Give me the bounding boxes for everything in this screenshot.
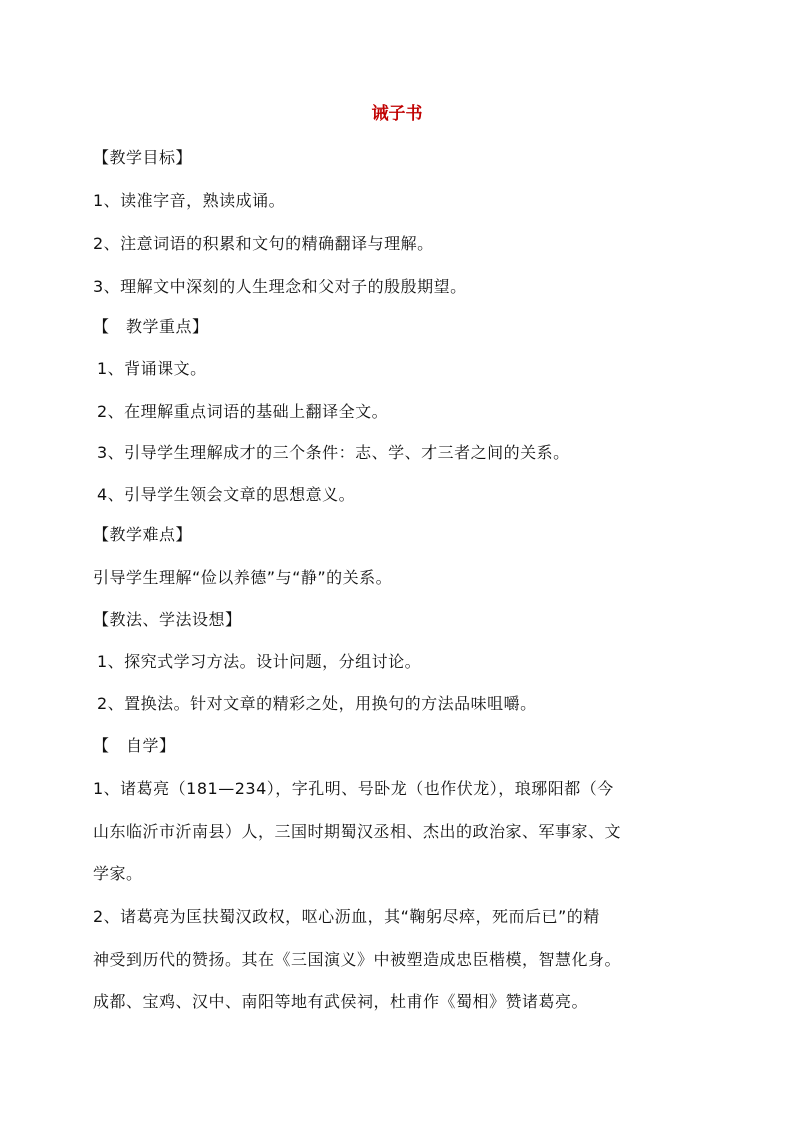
self-study-line: 1、诸葛亮（181—234），字孔明、号卧龙（也作伏龙），琅琊阳都（今 [93, 779, 614, 798]
page-title: 诫子书 [371, 104, 423, 124]
section-heading-self-study: 【 自学】 [93, 736, 176, 755]
section-heading-key: 【 教学重点】 [93, 317, 209, 336]
key-item: 2、在理解重点词语的基础上翻译全文。 [97, 402, 389, 421]
difficulty-text: 引导学生理解“俭以养德”与“静”的关系。 [93, 568, 393, 587]
self-study-line: 神受到历代的赞扬。其在《三国演义》中被塑造成忠臣楷模，智慧化身。 [93, 950, 622, 969]
self-study-line: 学家。 [93, 864, 143, 883]
section-heading-difficulty: 【教学难点】 [93, 525, 193, 544]
self-study-line: 2、诸葛亮为匡扶蜀汉政权，呕心沥血，其“鞠躬尽瘁，死而后已”的精 [93, 907, 600, 926]
goal-item: 2、注意词语的积累和文句的精确翻译与理解。 [93, 234, 434, 253]
method-item: 2、置换法。针对文章的精彩之处，用换句的方法品味咀嚼。 [97, 694, 537, 713]
key-item: 4、引导学生领会文章的思想意义。 [97, 485, 356, 504]
self-study-line: 成都、宝鸡、汉中、南阳等地有武侯祠，杜甫作《蜀相》赞诸葛亮。 [93, 992, 589, 1011]
section-heading-goals: 【教学目标】 [93, 148, 193, 167]
method-item: 1、探究式学习方法。设计问题，分组讨论。 [97, 652, 422, 671]
goal-item: 1、读准字音，熟读成诵。 [93, 191, 286, 210]
self-study-line: 山东临沂市沂南县）人，三国时期蜀汉丞相、杰出的政治家、军事家、文 [93, 822, 622, 841]
key-item: 3、引导学生理解成才的三个条件：志、学、才三者之间的关系。 [97, 443, 570, 462]
goal-item: 3、理解文中深刻的人生理念和父对子的殷殷期望。 [93, 277, 467, 296]
key-item: 1、背诵课文。 [97, 359, 207, 378]
section-heading-methods: 【教法、学法设想】 [93, 610, 242, 629]
